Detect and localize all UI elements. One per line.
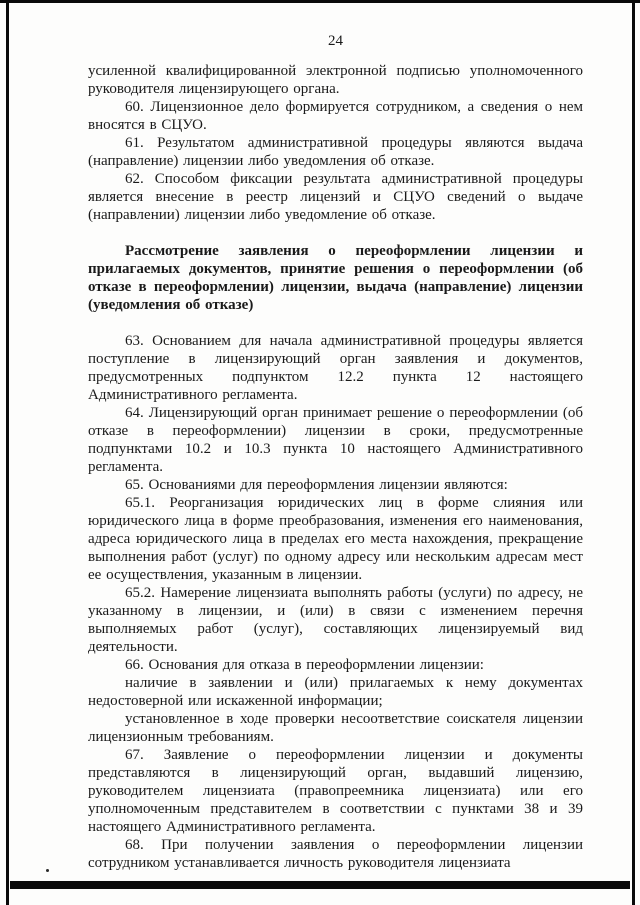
scan-border-bottom [10, 881, 630, 889]
paragraph-continuation: усиленной квалифицированной электронной подписью уполномоченного руководителя лицензирующего органа. [88, 63, 583, 97]
paragraph-65: 65. Основаниями для переоформления лицензии являются: [125, 477, 508, 493]
page-number: 24 [328, 33, 343, 49]
section-heading: Рассмотрение заявления о переоформлении лицензии и прилагаемых документов, принятие решения о переоформлении (об отказе в переоформлении) лицензии, выдача (направление) лицензии (уведомления об отказе) [88, 243, 583, 313]
scan-border-left [6, 0, 9, 905]
paragraph-66-item-2: установленное в ходе проверки несоответствие соискателя лицензии лицензионным требованиям. [88, 711, 583, 745]
paragraph-67: 67. Заявление о переоформлении лицензии и документы представляются в лицензирующий орган, выдавший лицензию, руководителем лицензиата (правопреемника лицензиата) или его уполномоченным представителем в соответствии с пунктами 38 и 39 настоящего Административного регламента. [88, 747, 583, 835]
paragraph-64: 64. Лицензирующий орган принимает решение о переоформлении (об отказе в переоформлении) лицензии в сроки, предусмотренные подпунктами 10.2 и 10.3 пункта 10 настоящего Административного регламента. [88, 405, 583, 475]
paragraph-65-2: 65.2. Намерение лицензиата выполнять работы (услуги) по адресу, не указанному в лицензии, и (или) в связи с изменением перечня выполняемых работ (услуг), составляющих лицензируемый вид деятельности. [88, 585, 583, 655]
paragraph-66: 66. Основания для отказа в переоформлении лицензии: [125, 657, 484, 673]
paragraph-62: 62. Способом фиксации результата административной процедуры является внесение в реестр лицензий и СЦУО сведений о выдаче (направлении) лицензии либо уведомление об отказе. [88, 171, 583, 223]
scan-speck [46, 869, 49, 872]
page-content [88, 32, 583, 872]
paragraph-66-item-1: наличие в заявлении и (или) прилагаемых к нему документах недостоверной или искаженной информации; [88, 675, 583, 709]
paragraph-61: 61. Результатом административной процедуры являются выдача (направление) лицензии либо уведомления об отказе. [88, 135, 583, 169]
scan-border-top [0, 0, 640, 3]
paragraph-68: 68. При получении заявления о переоформлении лицензии сотрудником устанавливается личность руководителя лицензиата [88, 837, 583, 871]
paragraph-65-1: 65.1. Реорганизация юридических лиц в форме слияния или юридического лица в форме преобразования, изменения его наименования, адреса юридического лица в пределах его места нахождения, прекращение выполнения работ (услуг) по одному адресу или нескольким адресам мест ее осуществления, указанным в лицензии. [88, 495, 583, 583]
paragraph-63: 63. Основанием для начала административной процедуры является поступление в лицензирующий орган заявления и документов, предусмотренных подпунктом 12.2 пункта 12 настоящего Административного регламента. [88, 333, 583, 403]
paragraph-60: 60. Лицензионное дело формируется сотрудником, а сведения о нем вносятся в СЦУО. [88, 99, 583, 133]
scan-border-right [632, 0, 635, 905]
